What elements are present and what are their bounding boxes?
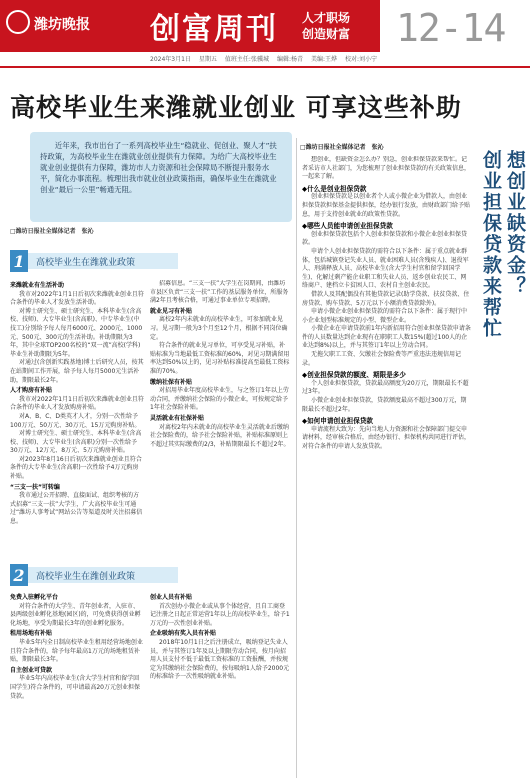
paragraph: 对博士研究生、硕士研究生、本科毕业生(含高校、技师)、大专毕业生(含高职)分别一次性给予30万元、12万元、8万元、5万元购房补贴。 [10, 430, 142, 455]
subheading: 企业吸纳有奖入员有补贴 [150, 630, 217, 638]
paragraph: 毕业5年内高校毕业生(含大学生村官和留学回国学生)符合条件的，可申请最高20万元创业担保贷款。 [10, 675, 140, 700]
subheading: 来潍就业有生活补助 [10, 282, 65, 289]
issue-date: 2024年3月1日 [150, 55, 191, 63]
section-2-right-column [150, 592, 290, 778]
right-article-byline: □潍坊日报社全媒体记者 张沁 [300, 144, 384, 151]
paragraph: 小微企业在申请贷款前1年内新招用符合创业担保贷款申请条件的人员数量达到企业现有在职职工人数15%(超过100人的企业达到8%)以上，并与其签订1年以上劳动合同。 [302, 325, 471, 350]
newspaper-logo-icon [6, 10, 30, 34]
section-2-title: 高校毕业生在潍创业政策 [28, 567, 178, 583]
paragraph: 借款人及其配偶没有其他贷款记录(助学贷款、扶贫贷款、住房贷款、购车贷款、5万元以下小额消费贷款除外)。 [302, 290, 470, 307]
paragraph: 对通过(含创新实践基地)博士后研究人员，按其在站期间工作开展，给予每人每月5000元生活补助，期限最长2年。 [10, 359, 144, 384]
paragraph: 申请个人创业担保贷款的需符合以下条件：属于重点就业群体，包括城镇登记失业人员、就业困难人员(含残疾人)、退役军人、刑满释放人员、高校毕业生(含大学生村官和留学回国学生)、化解过剩产能企业职工和失业人员、返乡创业农民工、网络商户、建档立卡贫困人口、农村自主创业农民。 [302, 247, 469, 290]
paragraph: 符合条件的就业见习单位，可享受见习补贴，补贴标准为当地最低工资标准的60%，对见习期满留用率达到50%以上的，见习补贴标准提高至最低工资标准的70%。 [150, 342, 290, 375]
paragraph: 对博士研究生、硕士研究生、本科毕业生(含高校、技师)、大专毕业生(含高职)、中专毕业生(中技工)分别给予每人每月6000元、2000元、1000元、500元、300元的生活补助。补助期限为3年，其中全球TOP200名校的“双一流”高校(学科)毕业生补助期限为5年。 [10, 307, 143, 358]
subheading: 免费入驻孵化平台 [10, 594, 59, 601]
right-article-body [302, 156, 472, 774]
masthead-banner [0, 0, 380, 52]
intro-box [30, 132, 292, 222]
newspaper-name: 潍坊晚报 [34, 17, 90, 33]
page-headline: 高校毕业生来潍就业创业 可享这些补助 [10, 93, 462, 122]
tagline-line-2: 创造财富 [302, 27, 351, 41]
page-range: 12-14 [396, 6, 506, 50]
paragraph: 我市对2022年1月1日后初次来潍就业创业且符合条件的毕业人才发放购房补贴。 [10, 395, 144, 412]
section-2-left-column [10, 592, 144, 778]
masthead-divider [0, 66, 530, 68]
proofreader: 校对:刘小宁 [345, 55, 378, 63]
art-editor: 美编:王烨 [310, 55, 338, 63]
paragraph: 首次创办小微企业或从事个体经营，且自工商登记注册之日起正常运营1年以上的高校毕业生，给予1万元的一次性创业补贴。 [150, 602, 290, 627]
article-byline: □潍坊日报社全媒体记者 张沁 [10, 228, 94, 235]
section-2-number: 2 [10, 564, 28, 586]
paragraph: 2018年10月1日之后注册成立，吸纳登记失业人员，并与其签订1年及以上期限劳动合同，按月向招用人员支付不低于最低工资标准的工资报酬，并按规定为其缴纳社会保险费的，按每吸纳1人给予2000元的标准给予一次性吸纳就业补贴。 [150, 638, 290, 681]
paragraph: 毕业5年内全日制高校毕业生租用经营场地创业且符合条件的，给予每年最高1万元的场地租赁补贴，期限最长3年。 [10, 638, 143, 664]
subheading: “三支一扶”可转编 [10, 483, 60, 491]
paragraph: 创业担保贷款包括个人创业担保贷款和小微企业创业担保贷款。 [302, 230, 468, 247]
tagline-line-1: 人才职场 [302, 11, 351, 25]
subheading: 灵活就业有社保补贴 [150, 414, 205, 422]
subheading: ◆如何申请创业担保贷款 [302, 417, 374, 426]
duty-editor: 值班主任:张骥城 [224, 55, 269, 63]
paragraph: 个人创业担保贷款，贷款最高额度为20万元，期限最长不超过3年。 [302, 379, 469, 396]
paragraph: 招募信息。“三支一扶”大学生在岗期间，由潍坊市县区负责“三支一扶”工作的基层服务单位，所服务满2年且考核合格，可通过事业单位专项招聘。 [150, 280, 289, 305]
section-1-number: 1 [10, 250, 28, 272]
vertical-title-line-1: 想创业缺资金？ [504, 150, 526, 297]
section-2-header [10, 564, 178, 586]
paragraph: 对符合条件的大学生、青年创业者，入驻市、县两级创业孵化基地(园区)的，可免费获得创业孵化场地，享受为期最长3年的创业孵化服务。 [10, 602, 141, 627]
subheading: 租用场地有补贴 [10, 630, 53, 638]
right-article-vertical-title [478, 150, 526, 550]
subheading: 缴纳社保有补贴 [150, 378, 193, 386]
subheading: ◆哪些人员能申请创业担保贷款 [302, 222, 393, 231]
paragraph: 对招用毕业年度高校毕业生，与之签订1年以上劳动合同，并缴纳社会保险的小微企业，可按规定给予1年社会保险补贴。 [150, 387, 289, 412]
subheading: 人才购房有补贴 [10, 387, 53, 395]
paragraph: 小微企业创业担保贷款，贷款额度最高不超过300万元，期限最长不超过2年。 [302, 397, 467, 413]
section-1-right-column [150, 280, 290, 562]
vertical-title-line-2: 创业担保贷款来帮忙 [480, 150, 502, 339]
paragraph: 离校2年内未就业的高校毕业生，可参加就业见习。见习期一般为3个月至12个月，根据不同岗位确定。 [150, 316, 288, 341]
intro-text: 近年来，我市出台了一系列高校毕业生“稳就业、促创业、聚人才”扶持政策，为高校毕业生在潍就业创业提供有力保障。为给广大高校毕业生就业创业提供有力保障，潍坊市人力资源和社会保障局不断提升服务水平，简化办事流程。梳理出我市就业创业政策指南，确保毕业生在潍就业创业“最后一公里”畅通无阻。 [40, 141, 277, 194]
paragraph: 申请流程大致为：先向当地人力资源和社会保障部门提交申请材料，经审核合格后，由经办银行、担保机构共同进行评估，对符合条件的申请人发放贷款。 [302, 425, 471, 450]
subheading: 创业人员有补贴 [150, 594, 193, 601]
issue-weekday: 星期五 [198, 55, 217, 63]
editor: 编辑:杨青 [276, 55, 303, 63]
paragraph: 对2023年8月16日后初次来潍就业创业且符合条件的大专毕业生(含高职)一次性给予4万元购房补贴。 [10, 455, 142, 481]
paragraph: 我市通过公开招聘、直接面试、组织考核的方式招募“三支一扶”大学生，广大高校毕业生可通过“潍坊人事考试”网站公告等渠道及时关注招募信息。 [10, 492, 143, 526]
supplement-tagline [302, 10, 350, 42]
right-article-intro: 想创业，但缺资金怎么办？别急，创业担保贷款来帮忙。记者采访市人社部门，为您梳理了创业担保贷款的有关政策信息，一起来了解。 [302, 156, 471, 181]
paragraph: 申请小微企业创业担保贷款的需符合以下条件：属于现行中小企业划型标准规定的小型、微型企业。 [302, 308, 468, 324]
paragraph: 我市对2022年1月1日后初次来潍就业创业且符合条件的毕业人才发放生活补助。 [10, 290, 144, 307]
paragraph: 对离校2年内未就业的高校毕业生灵活就业后缴纳社会保险费的，给予社会保险补贴，补贴标准原则上不超过其实际缴费的2/3，补贴期限最长不超过2年。 [150, 423, 290, 448]
paragraph: 创业担保贷款是以创业者个人或小微企业为借款人，由创业担保贷款担保基金提供担保，经办银行发放，由财政部门给予贴息，用于支持创业就业的政策性贷款。 [302, 193, 471, 218]
section-1-title: 高校毕业生在潍就业政策 [28, 253, 178, 269]
paragraph: 对A、B、C、D类英才人才，分别一次性给予100万元、50万元、30万元、15万元购房补贴。 [10, 412, 141, 429]
section-1-header [10, 250, 178, 272]
section-1-left-column [10, 280, 144, 562]
issue-info-bar [150, 52, 530, 64]
subheading: 就业见习有补贴 [150, 307, 193, 315]
paragraph: 无拖欠职工工资、欠缴社会保险费等严重违法违规信用记录。 [302, 351, 462, 367]
masthead [0, 0, 530, 62]
subheading: ◆什么是创业担保贷款 [302, 184, 367, 193]
supplement-brand: 创富周刊 [150, 12, 278, 47]
subheading: ◆创业担保贷款的额度、期限是多少 [302, 371, 406, 380]
subheading: 自主创业可贷款 [10, 666, 53, 674]
column-divider [296, 138, 297, 778]
